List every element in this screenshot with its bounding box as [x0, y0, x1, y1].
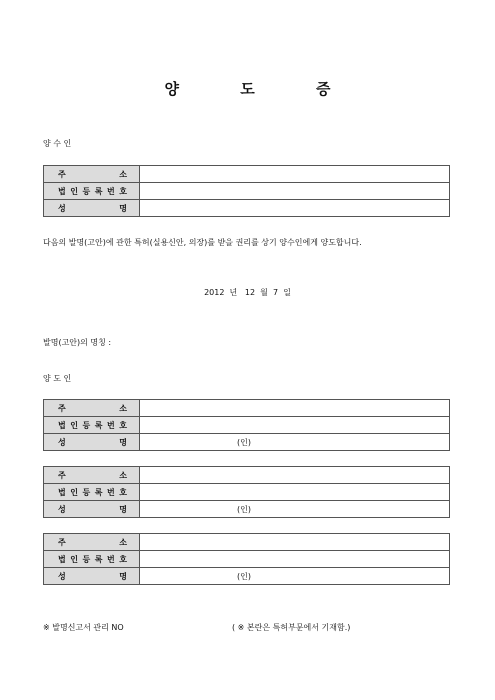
address-field[interactable] [140, 400, 450, 417]
name-field[interactable] [140, 568, 450, 585]
date-year-unit: 년 [229, 288, 238, 297]
date-line [0, 287, 495, 298]
table-row [44, 166, 450, 183]
table-row [44, 434, 450, 451]
address-field[interactable] [140, 534, 450, 551]
table-row [44, 484, 450, 501]
assignee-label: 양 수 인 [43, 139, 72, 148]
table-row [44, 200, 450, 217]
date-year: 2012 [204, 288, 225, 297]
date-day-unit: 일 [283, 288, 291, 297]
corp-reg-number-field[interactable] [140, 183, 450, 200]
table-row [44, 568, 450, 585]
corp-reg-number-field[interactable] [140, 551, 450, 568]
table-row [44, 417, 450, 434]
seal-mark: (인) [237, 572, 251, 581]
name-field[interactable] [140, 200, 450, 217]
name-header: 성 명 [44, 434, 140, 451]
document-title: 양 도 증 [164, 80, 359, 98]
table-row [44, 534, 450, 551]
invention-name-label: 발명(고안)의 명칭 : [43, 338, 112, 347]
seal-mark: (인) [237, 505, 251, 514]
address-field[interactable] [140, 467, 450, 484]
transfer-statement: 다음의 발명(고안)에 관한 특허(실용신안, 의장)를 받을 권리를 상기 양수인에게 양도합니다. [43, 238, 362, 247]
assignor-table [43, 466, 450, 518]
table-row [44, 501, 450, 518]
table-row [44, 183, 450, 200]
name-field[interactable] [140, 501, 450, 518]
corp-reg-number-field[interactable] [140, 484, 450, 501]
date-day: 7 [273, 288, 279, 297]
corp-reg-number-header: 법 인 등 록 번 호 [44, 484, 140, 501]
seal-mark: (인) [237, 438, 251, 447]
address-header: 주 소 [44, 166, 140, 183]
corp-reg-number-field[interactable] [140, 417, 450, 434]
name-header: 성 명 [44, 501, 140, 518]
address-field[interactable] [140, 166, 450, 183]
address-header: 주 소 [44, 400, 140, 417]
assignor-label: 양 도 인 [43, 374, 72, 383]
date-month-unit: 월 [260, 288, 268, 297]
assignor-table [43, 399, 450, 451]
management-no-label: ※ 발명신고서 관리 NO [43, 623, 124, 632]
name-header: 성 명 [44, 200, 140, 217]
assignor-table [43, 533, 450, 585]
name-field[interactable] [140, 434, 450, 451]
corp-reg-number-header: 법 인 등 록 번 호 [44, 417, 140, 434]
table-row [44, 551, 450, 568]
corp-reg-number-header: 법 인 등 록 번 호 [44, 183, 140, 200]
patent-dept-note: ( ※ 본란은 특허부문에서 기재함.) [232, 623, 351, 632]
date-month: 12 [244, 288, 256, 297]
corp-reg-number-header: 법 인 등 록 번 호 [44, 551, 140, 568]
table-row [44, 467, 450, 484]
address-header: 주 소 [44, 467, 140, 484]
address-header: 주 소 [44, 534, 140, 551]
table-row [44, 400, 450, 417]
name-header: 성 명 [44, 568, 140, 585]
assignee-table [43, 165, 450, 217]
